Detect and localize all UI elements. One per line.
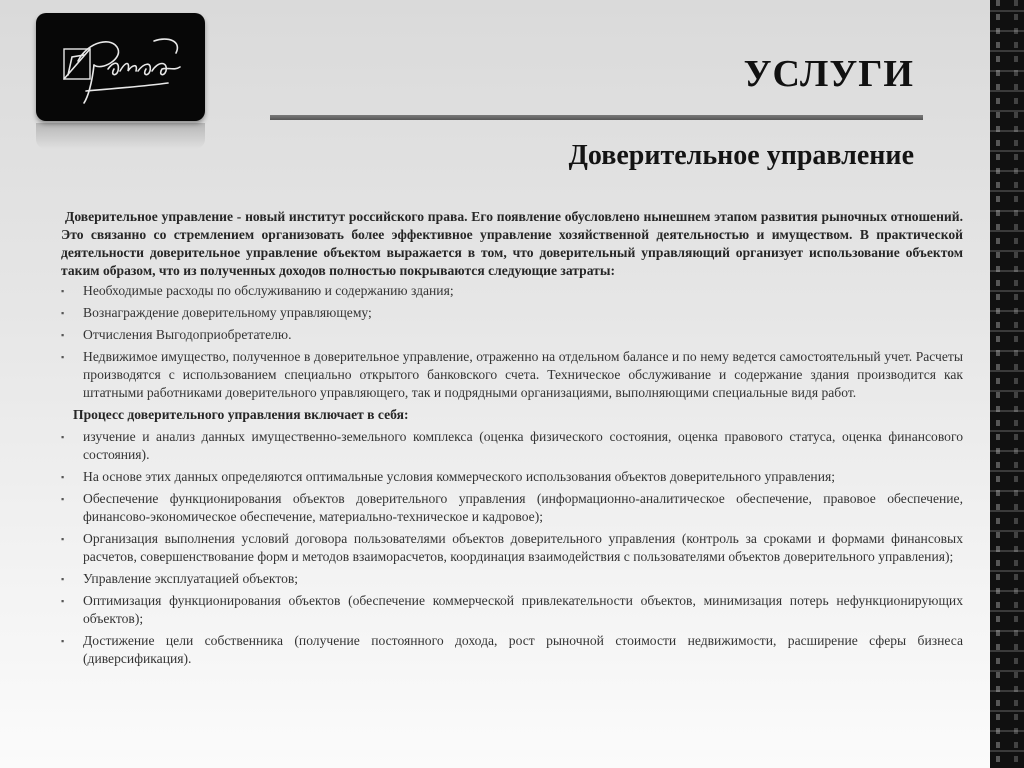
process-heading: Процесс доверительного управления включает в себя: xyxy=(73,407,409,422)
bullet-icon: ▪ xyxy=(61,308,65,318)
list-item: ▪ Обеспечение функционирования объектов доверительного управления (информационно-аналитическое обеспечение, правовое обеспечение, финансово-экономическое обеспечение, материально-техническое и кадровое); xyxy=(61,491,963,524)
list-item: ▪ На основе этих данных определяются оптимальные условия коммерческого использования объектов доверительного управления; xyxy=(61,469,836,484)
list-item: ▪ Недвижимое имущество, полученное в доверительное управление, отраженно на отдельном балансе и по нему ведется самостоятельный учет. Расчеты производятся с использованием специально открытого банковского счета. Техническое обслуживание и содержание здания производится как штатными работниками доверительного управляющего, так и подрядными организациями, выполняющими специальные видя работ. xyxy=(61,349,963,400)
list-item: ▪ Организация выполнения условий договора пользователями объектов доверительного управления (контроль за сроками и формами финансовых расчетов, совершенствование форм и методов взаиморасчетов, координация взаимодействия с пользователями объектов доверительного управления); xyxy=(61,531,963,564)
list-item: ▪ Достижение цели собственника (получение постоянного дохода, рост рыночной стоимости недвижимости, расширение сферы бизнеса (диверсификация). xyxy=(61,633,963,666)
intro-paragraph: Доверительное управление - новый институт российского права. Его появление обусловлено нынешнем этапом развития рыночных отношений. Это связанно со стремлением организовать более эффективное управление хозяйственной деятельностью и имуществом. В практической деятельности доверительное управление объектом выражается в том, что доверительный управляющий организует использование объектом таким образом, что из полученных доходов полностью покрываются следующие затраты: xyxy=(61,209,963,278)
bullet-icon: ▪ xyxy=(61,352,65,362)
list-item: ▪ Вознаграждение доверительному управляющему; xyxy=(61,305,372,320)
bullet-icon: ▪ xyxy=(61,636,65,646)
page-title: УСЛУГИ xyxy=(743,53,914,95)
costs-list xyxy=(61,282,963,402)
bullet-icon: ▪ xyxy=(61,596,65,606)
bullet-icon: ▪ xyxy=(61,330,65,340)
list-item: ▪ изучение и анализ данных имущественно-земельного комплекса (оценка физического состояния, оценка правового статуса, оценка финансового состояния). xyxy=(61,429,963,462)
list-item: ▪ Необходимые расходы по обслуживанию и содержанию здания; xyxy=(61,283,454,298)
content-body xyxy=(61,208,963,672)
list-item: ▪ Управление эксплуатацией объектов; xyxy=(61,571,299,586)
bullet-icon: ▪ xyxy=(61,494,65,504)
film-strip-decoration xyxy=(990,0,1024,768)
list-item: ▪ Оптимизация функционирования объектов (обеспечение коммерческой привлекательности объектов, минимизация потерь нефункционирующих объектов); xyxy=(61,593,963,626)
list-item: ▪ Отчисления Выгодоприобретателю. xyxy=(61,327,292,342)
process-list xyxy=(61,428,963,668)
bullet-icon: ▪ xyxy=(61,574,65,584)
title-divider xyxy=(270,115,923,120)
logo-signature-icon xyxy=(58,31,188,106)
logo-reflection xyxy=(36,123,205,149)
bullet-icon: ▪ xyxy=(61,534,65,544)
section-subtitle: Доверительное управление xyxy=(568,140,914,171)
logo xyxy=(36,13,205,121)
bullet-icon: ▪ xyxy=(61,432,65,442)
bullet-icon: ▪ xyxy=(61,286,65,296)
bullet-icon: ▪ xyxy=(61,472,65,482)
